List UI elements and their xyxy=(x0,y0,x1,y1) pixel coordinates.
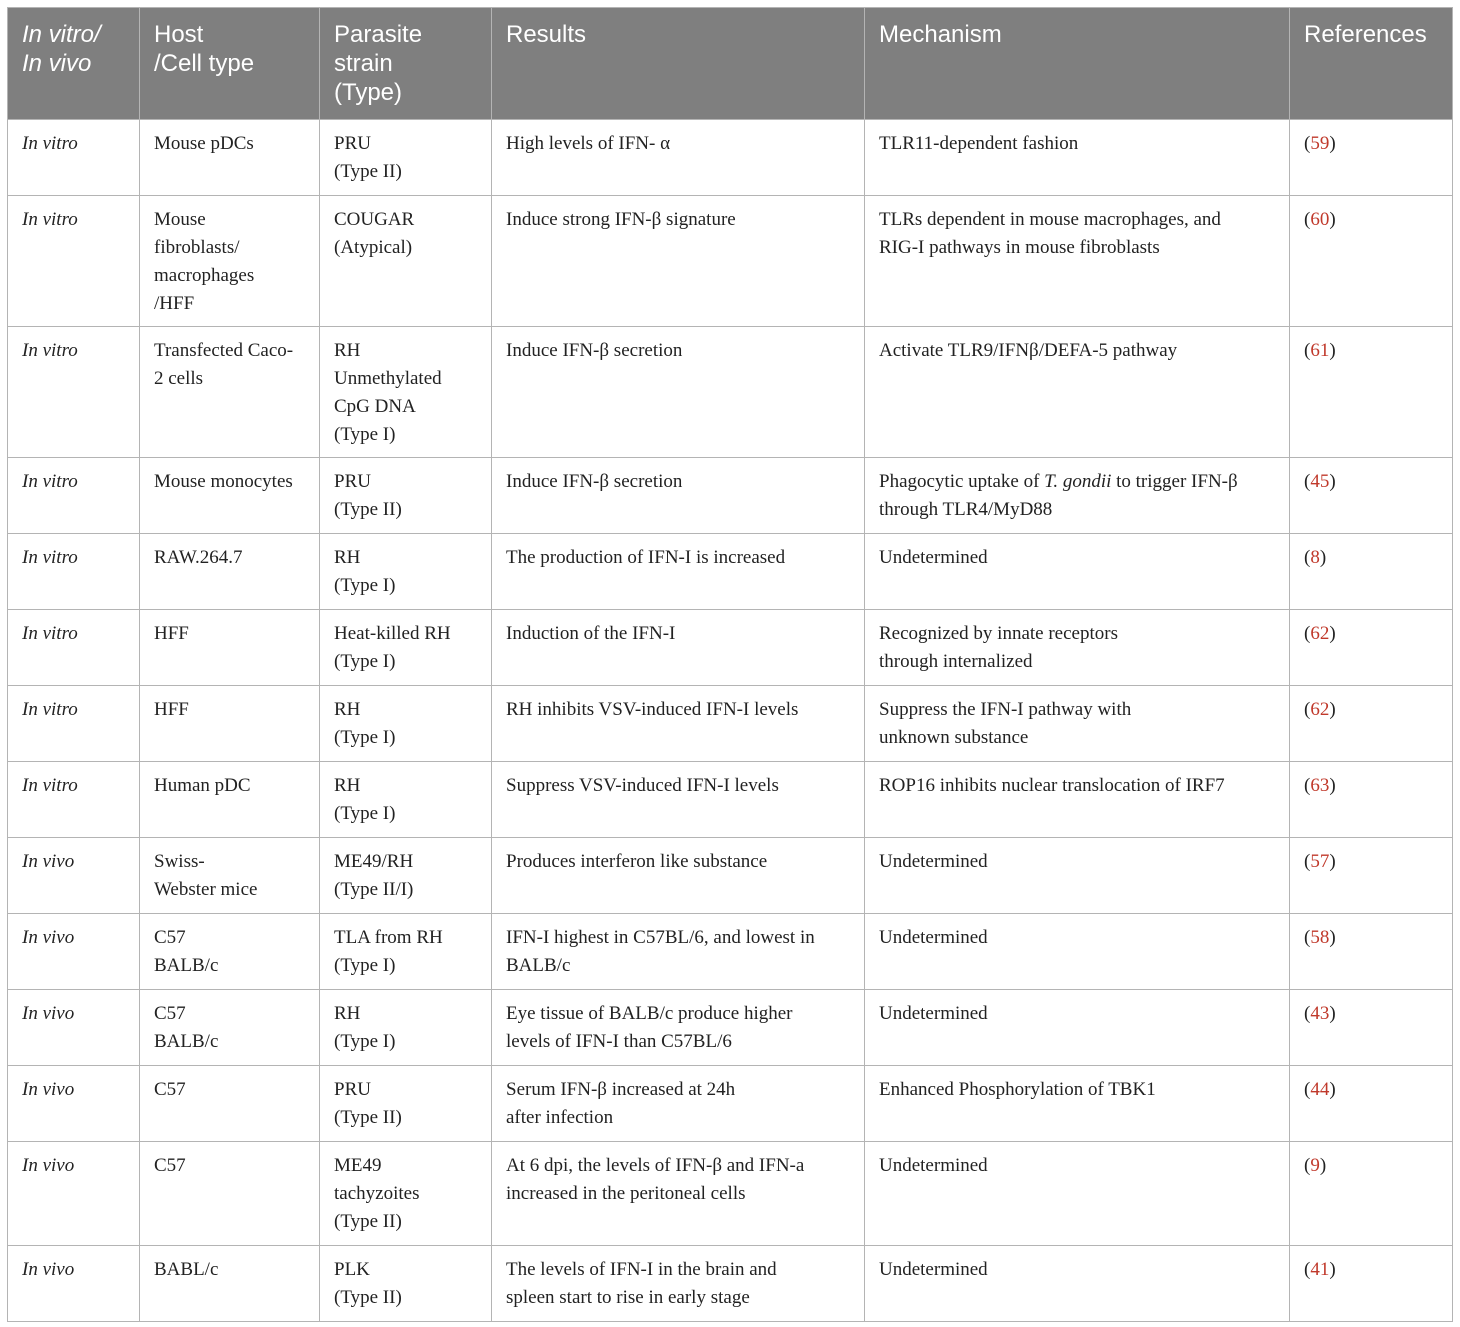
table-row xyxy=(8,1142,1453,1246)
cell-setting: In vivo xyxy=(8,914,140,990)
cell-mechanism xyxy=(865,196,1290,327)
cell-strain: ME49 tachyzoites (Type II) xyxy=(320,1142,492,1246)
cell-reference xyxy=(1290,1142,1453,1246)
reference-paren-open: ( xyxy=(1304,623,1311,644)
mechanism-text: TLR11-dependent fashion xyxy=(879,133,1079,154)
reference-paren-open: ( xyxy=(1304,1259,1311,1280)
mechanism-text-cont: to trigger IFN-β through TLR4/MyD88 xyxy=(879,471,1238,520)
cell-reference xyxy=(1290,610,1453,686)
cell-setting: In vitro xyxy=(8,458,140,534)
cell-host: Mouse fibroblasts/ macrophages /HFF xyxy=(140,196,320,327)
cell-reference xyxy=(1290,1246,1453,1322)
reference-paren-close: ) xyxy=(1319,1155,1327,1176)
reference-link[interactable]: 60 xyxy=(1310,209,1330,230)
reference-link[interactable]: 43 xyxy=(1310,1003,1330,1024)
table-row xyxy=(8,196,1453,327)
reference-paren-close: ) xyxy=(1329,1003,1336,1024)
cell-results: Eye tissue of BALB/c produce higher levels of IFN-I than C57BL/6 xyxy=(492,990,865,1066)
cell-strain: PLK (Type II) xyxy=(320,1246,492,1322)
cell-mechanism xyxy=(865,610,1290,686)
reference-paren-close: ) xyxy=(1329,1079,1336,1100)
reference-paren-close: ) xyxy=(1329,927,1336,948)
cell-mechanism xyxy=(865,120,1290,196)
reference-paren-close: ) xyxy=(1329,851,1336,872)
reference-paren-open: ( xyxy=(1304,1155,1311,1176)
mechanism-text: Undetermined xyxy=(879,1259,988,1280)
cell-results: Induce strong IFN-β signature xyxy=(492,196,865,327)
cell-host: HFF xyxy=(140,610,320,686)
cell-setting: In vivo xyxy=(8,1246,140,1322)
reference-paren-open: ( xyxy=(1304,699,1311,720)
col-header-references: References xyxy=(1290,8,1453,120)
cell-host: C57 BALB/c xyxy=(140,990,320,1066)
cell-setting: In vivo xyxy=(8,990,140,1066)
mechanism-text: TLRs dependent in mouse macrophages, and RIG-I pathways in mouse fibroblasts xyxy=(879,209,1221,258)
cell-setting: In vitro xyxy=(8,327,140,458)
mechanism-text: Undetermined xyxy=(879,1155,988,1176)
reference-paren-open: ( xyxy=(1304,775,1311,796)
mechanism-text: Recognized by innate receptors through internalized xyxy=(879,623,1118,672)
cell-mechanism xyxy=(865,990,1290,1066)
col-header-setting: In vitro/ In vivo xyxy=(8,8,140,120)
table-row xyxy=(8,327,1453,458)
table-row xyxy=(8,458,1453,534)
reference-link[interactable]: 62 xyxy=(1310,623,1330,644)
cell-reference xyxy=(1290,327,1453,458)
reference-paren-open: ( xyxy=(1304,927,1311,948)
cell-mechanism xyxy=(865,1142,1290,1246)
cell-reference xyxy=(1290,196,1453,327)
cell-reference xyxy=(1290,1066,1453,1142)
cell-host: C57 xyxy=(140,1142,320,1246)
cell-reference xyxy=(1290,120,1453,196)
cell-strain: COUGAR (Atypical) xyxy=(320,196,492,327)
cell-results: Serum IFN-β increased at 24h after infection xyxy=(492,1066,865,1142)
cell-setting: In vitro xyxy=(8,196,140,327)
cell-results: RH inhibits VSV-induced IFN-I levels xyxy=(492,686,865,762)
cell-reference xyxy=(1290,534,1453,610)
reference-link[interactable]: 62 xyxy=(1310,699,1330,720)
cell-host: BABL/c xyxy=(140,1246,320,1322)
mechanism-text: Undetermined xyxy=(879,547,988,568)
cell-mechanism xyxy=(865,762,1290,838)
cell-strain: RH (Type I) xyxy=(320,686,492,762)
reference-paren-open: ( xyxy=(1304,851,1311,872)
reference-link[interactable]: 8 xyxy=(1310,547,1320,568)
table-row xyxy=(8,838,1453,914)
cell-strain: RH (Type I) xyxy=(320,990,492,1066)
col-header-results: Results xyxy=(492,8,865,120)
cell-setting: In vivo xyxy=(8,838,140,914)
table-row xyxy=(8,534,1453,610)
mechanism-text: Undetermined xyxy=(879,927,988,948)
cell-mechanism xyxy=(865,1066,1290,1142)
species-name: T. gondii xyxy=(1044,471,1112,492)
reference-paren-open: ( xyxy=(1304,133,1311,154)
reference-paren-close: ) xyxy=(1329,775,1336,796)
table-body xyxy=(8,120,1453,1322)
cell-host: Transfected Caco- 2 cells xyxy=(140,327,320,458)
reference-paren-open: ( xyxy=(1304,1003,1311,1024)
cell-reference xyxy=(1290,686,1453,762)
cell-strain: PRU (Type II) xyxy=(320,1066,492,1142)
reference-link[interactable]: 41 xyxy=(1310,1259,1330,1280)
col-header-mechanism: Mechanism xyxy=(865,8,1290,120)
reference-link[interactable]: 63 xyxy=(1310,775,1330,796)
reference-link[interactable]: 44 xyxy=(1310,1079,1330,1100)
reference-link[interactable]: 45 xyxy=(1310,471,1330,492)
reference-paren-close: ) xyxy=(1329,340,1336,361)
reference-paren-open: ( xyxy=(1304,340,1311,361)
header-row xyxy=(8,8,1453,120)
data-table xyxy=(7,7,1453,1322)
cell-reference xyxy=(1290,458,1453,534)
table-row xyxy=(8,762,1453,838)
cell-results: Induction of the IFN-I xyxy=(492,610,865,686)
mechanism-text: Enhanced Phosphorylation of TBK1 xyxy=(879,1079,1156,1100)
reference-paren-close: ) xyxy=(1329,623,1336,644)
mechanism-text: Suppress the IFN-I pathway with unknown substance xyxy=(879,699,1132,748)
cell-strain: PRU (Type II) xyxy=(320,458,492,534)
cell-host: HFF xyxy=(140,686,320,762)
cell-strain: ME49/RH (Type II/I) xyxy=(320,838,492,914)
cell-setting: In vitro xyxy=(8,686,140,762)
reference-paren-open: ( xyxy=(1304,471,1311,492)
reference-paren-open: ( xyxy=(1304,1079,1311,1100)
cell-host: C57 xyxy=(140,1066,320,1142)
cell-strain: RH Unmethylated CpG DNA (Type I) xyxy=(320,327,492,458)
cell-strain: RH (Type I) xyxy=(320,534,492,610)
cell-results: High levels of IFN- α xyxy=(492,120,865,196)
cell-results: Suppress VSV-induced IFN-I levels xyxy=(492,762,865,838)
cell-host: Swiss- Webster mice xyxy=(140,838,320,914)
cell-mechanism xyxy=(865,686,1290,762)
mechanism-text: Phagocytic uptake of xyxy=(879,471,1045,492)
cell-strain: Heat-killed RH (Type I) xyxy=(320,610,492,686)
cell-results: The production of IFN-I is increased xyxy=(492,534,865,610)
reference-paren-open: ( xyxy=(1304,547,1311,568)
cell-setting: In vitro xyxy=(8,120,140,196)
cell-setting: In vivo xyxy=(8,1066,140,1142)
reference-paren-close: ) xyxy=(1329,471,1336,492)
cell-results: Induce IFN-β secretion xyxy=(492,327,865,458)
table-container xyxy=(7,7,1452,1322)
cell-host: C57 BALB/c xyxy=(140,914,320,990)
cell-mechanism xyxy=(865,838,1290,914)
table-row xyxy=(8,990,1453,1066)
cell-strain: PRU (Type II) xyxy=(320,120,492,196)
cell-reference xyxy=(1290,838,1453,914)
reference-link[interactable]: 9 xyxy=(1310,1155,1320,1176)
table-row xyxy=(8,686,1453,762)
cell-strain: TLA from RH (Type I) xyxy=(320,914,492,990)
cell-mechanism xyxy=(865,914,1290,990)
reference-paren-close: ) xyxy=(1329,209,1336,230)
cell-results: Produces interferon like substance xyxy=(492,838,865,914)
cell-host: RAW.264.7 xyxy=(140,534,320,610)
reference-paren-close: ) xyxy=(1329,699,1336,720)
mechanism-text: Activate TLR9/IFNβ/DEFA-5 pathway xyxy=(879,340,1178,361)
reference-link[interactable]: 59 xyxy=(1310,133,1330,154)
cell-setting: In vitro xyxy=(8,534,140,610)
cell-host: Human pDC xyxy=(140,762,320,838)
mechanism-text: ROP16 inhibits nuclear translocation of IRF7 xyxy=(879,775,1225,796)
cell-results: The levels of IFN-I in the brain and spleen start to rise in early stage xyxy=(492,1246,865,1322)
mechanism-text: Undetermined xyxy=(879,1003,988,1024)
cell-reference xyxy=(1290,914,1453,990)
cell-strain: RH (Type I) xyxy=(320,762,492,838)
mechanism-text: Undetermined xyxy=(879,851,988,872)
table-row xyxy=(8,610,1453,686)
table-row xyxy=(8,120,1453,196)
cell-results: IFN-I highest in C57BL/6, and lowest in BALB/c xyxy=(492,914,865,990)
cell-results: At 6 dpi, the levels of IFN-β and IFN-a increased in the peritoneal cells xyxy=(492,1142,865,1246)
reference-link[interactable]: 61 xyxy=(1310,340,1330,361)
cell-host: Mouse monocytes xyxy=(140,458,320,534)
table-row xyxy=(8,914,1453,990)
cell-mechanism xyxy=(865,1246,1290,1322)
cell-setting: In vitro xyxy=(8,762,140,838)
cell-mechanism xyxy=(865,534,1290,610)
reference-link[interactable]: 57 xyxy=(1310,851,1330,872)
table-row xyxy=(8,1246,1453,1322)
reference-paren-open: ( xyxy=(1304,209,1311,230)
cell-results: Induce IFN-β secretion xyxy=(492,458,865,534)
cell-host: Mouse pDCs xyxy=(140,120,320,196)
col-header-host: Host /Cell type xyxy=(140,8,320,120)
reference-paren-close: ) xyxy=(1319,547,1327,568)
cell-reference xyxy=(1290,762,1453,838)
cell-mechanism xyxy=(865,327,1290,458)
table-row xyxy=(8,1066,1453,1142)
reference-paren-close: ) xyxy=(1329,133,1336,154)
cell-setting: In vitro xyxy=(8,610,140,686)
reference-paren-close: ) xyxy=(1329,1259,1336,1280)
cell-mechanism xyxy=(865,458,1290,534)
col-header-strain: Parasite strain (Type) xyxy=(320,8,492,120)
reference-link[interactable]: 58 xyxy=(1310,927,1330,948)
cell-reference xyxy=(1290,990,1453,1066)
cell-setting: In vivo xyxy=(8,1142,140,1246)
